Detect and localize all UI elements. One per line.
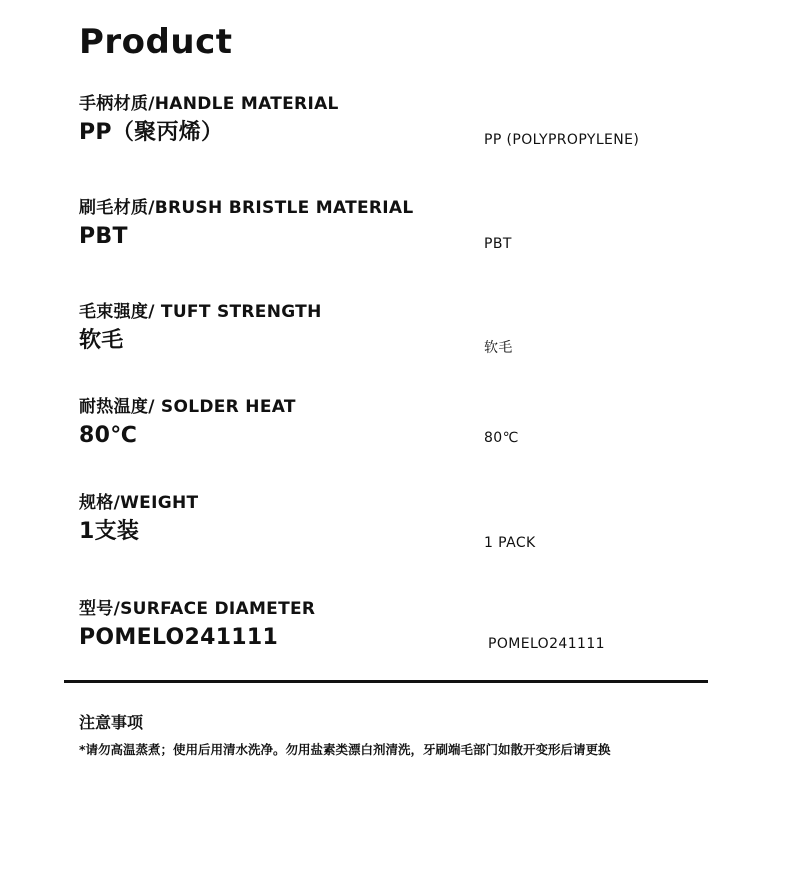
spec-surface-diameter [0, 598, 790, 678]
spec-value: 1支装 [79, 519, 140, 544]
spec-tuft-strength [0, 301, 790, 381]
spec-bristle-material [0, 197, 790, 277]
page-title: Product [79, 22, 233, 62]
spec-label: 刷毛材质/BRUSH BRISTLE MATERIAL [79, 198, 414, 218]
divider [64, 680, 708, 683]
spec-value: PBT [79, 224, 128, 249]
spec-value-en: 80℃ [484, 430, 519, 446]
notes-text: *请勿高温蒸煮；使用后用清水洗净。勿用盐素类漂白剂清洗，牙刷端毛部门如散开变形后请更换 [79, 742, 611, 757]
spec-label: 手柄材质/HANDLE MATERIAL [79, 94, 339, 114]
spec-handle-material [0, 93, 790, 173]
spec-value-en: 软毛 [484, 340, 513, 356]
spec-label: 耐热温度/ SOLDER HEAT [79, 397, 296, 417]
spec-label: 规格/WEIGHT [79, 493, 199, 513]
spec-value-en: 1 PACK [484, 535, 536, 551]
spec-value-en: PBT [484, 236, 512, 252]
spec-value-en: PP (POLYPROPYLENE) [484, 132, 640, 148]
spec-solder-heat [0, 396, 790, 476]
spec-label: 型号/SURFACE DIAMETER [79, 599, 316, 619]
spec-value: 软毛 [79, 328, 124, 353]
notes-title: 注意事项 [79, 713, 144, 732]
spec-weight [0, 492, 790, 572]
spec-label: 毛束强度/ TUFT STRENGTH [79, 302, 322, 322]
spec-value: 80℃ [79, 423, 138, 448]
spec-value-en: POMELO241111 [488, 636, 605, 652]
spec-value: PP（聚丙烯） [79, 120, 224, 145]
spec-value: POMELO241111 [79, 625, 279, 650]
